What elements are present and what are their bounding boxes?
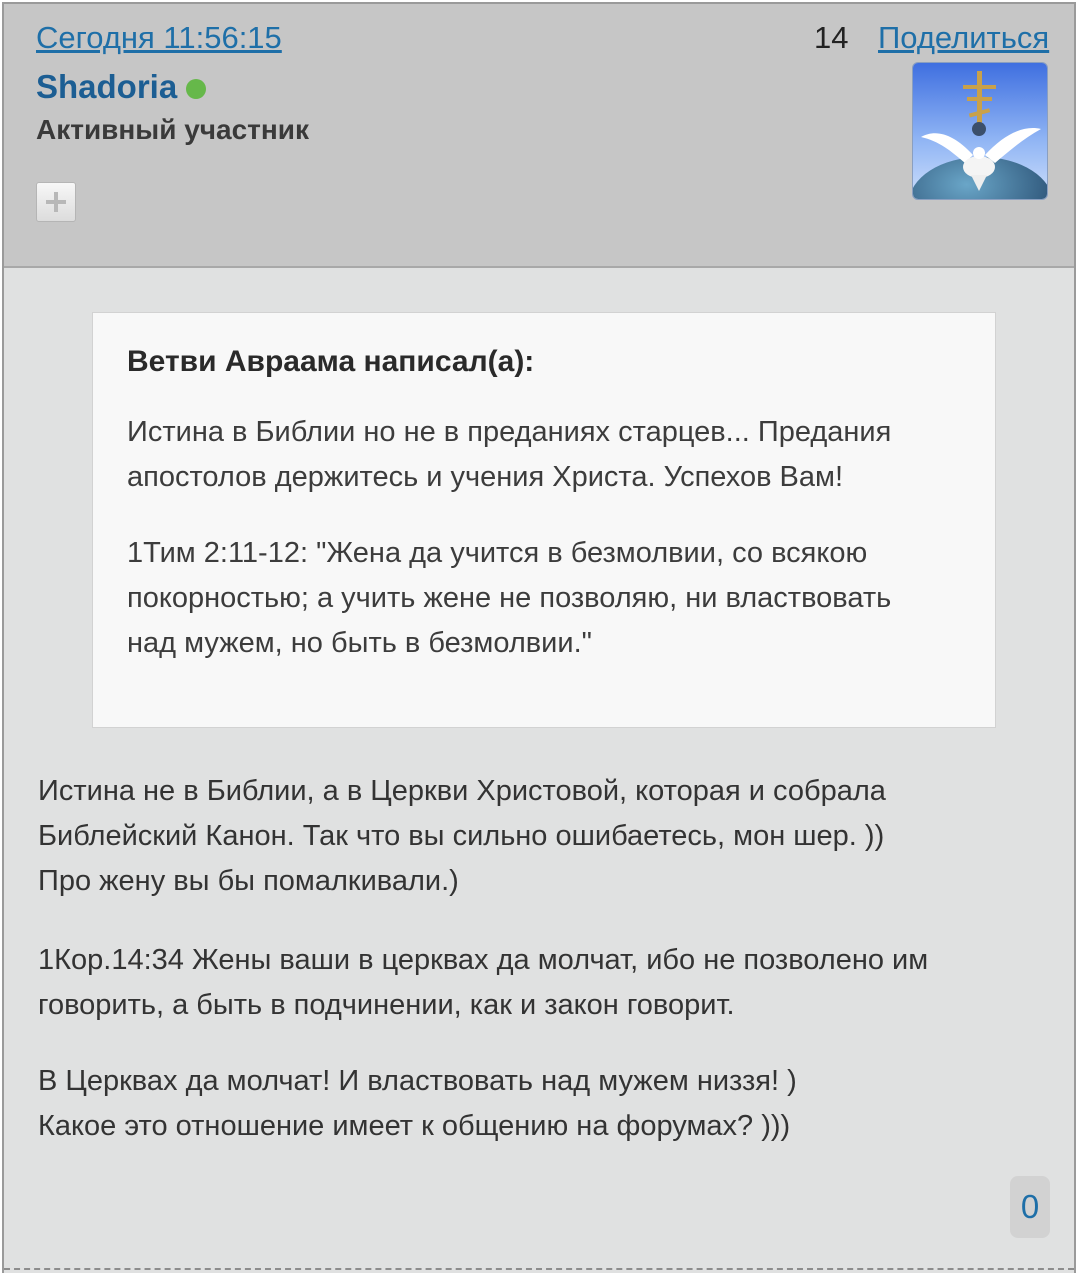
forum-post bbox=[2, 2, 1076, 1273]
post-line: Какое это отношение имеет к общению на форумах? ))) bbox=[38, 1110, 791, 1142]
quote-line: покорностью; а учить жене не позволяю, ни властвовать bbox=[127, 582, 892, 614]
post-line: В Церквах да молчат! И властвовать над мужем низзя! ) bbox=[38, 1065, 797, 1097]
author-avatar[interactable] bbox=[912, 62, 1048, 200]
post-paragraph bbox=[38, 938, 1038, 1028]
share-link[interactable]: Поделиться bbox=[878, 20, 1050, 55]
quote-block bbox=[92, 312, 996, 728]
quote-paragraph bbox=[127, 531, 967, 666]
post-divider bbox=[4, 1268, 1074, 1270]
quote-line: апостолов держитесь и учения Христа. Успехов Вам! bbox=[127, 461, 844, 493]
post-paragraph bbox=[38, 1059, 1038, 1149]
online-status-icon bbox=[186, 79, 206, 99]
post-number: 14 bbox=[814, 20, 849, 55]
post-header bbox=[4, 4, 1074, 268]
expand-user-info-button[interactable] bbox=[36, 182, 76, 222]
author-rank: Активный участник bbox=[36, 114, 310, 145]
post-line: Про жену вы бы помалкивали.) bbox=[38, 865, 459, 897]
author-username[interactable]: Shadoria bbox=[36, 68, 178, 105]
post-line: Истина не в Библии, а в Церкви Христовой, которая и собрала bbox=[38, 775, 886, 807]
quote-paragraph bbox=[127, 410, 967, 500]
post-timestamp-link[interactable]: Сегодня 11:56:15 bbox=[36, 20, 282, 55]
post-line: 1Кор.14:34 Жены ваши в церквах да молчат, ибо не позволено им bbox=[38, 944, 929, 976]
quote-line: над мужем, но быть в безмолвии." bbox=[127, 627, 592, 659]
post-line: Библейский Канон. Так что вы сильно ошибаетесь, мон шер. )) bbox=[38, 820, 885, 852]
quote-line: 1Тим 2:11-12: "Жена да учится в безмолвии, со всякою bbox=[127, 537, 868, 569]
like-counter-button[interactable]: 0 bbox=[1010, 1176, 1050, 1238]
quote-line: Истина в Библии но не в преданиях старцев... Предания bbox=[127, 416, 892, 448]
quote-author: Ветви Авраама написал(а): bbox=[127, 345, 535, 378]
dove-cross-avatar-icon bbox=[913, 63, 1048, 200]
post-paragraph bbox=[38, 769, 1038, 904]
post-line: говорить, а быть в подчинении, как и закон говорит. bbox=[38, 989, 735, 1021]
plus-icon bbox=[43, 189, 69, 215]
